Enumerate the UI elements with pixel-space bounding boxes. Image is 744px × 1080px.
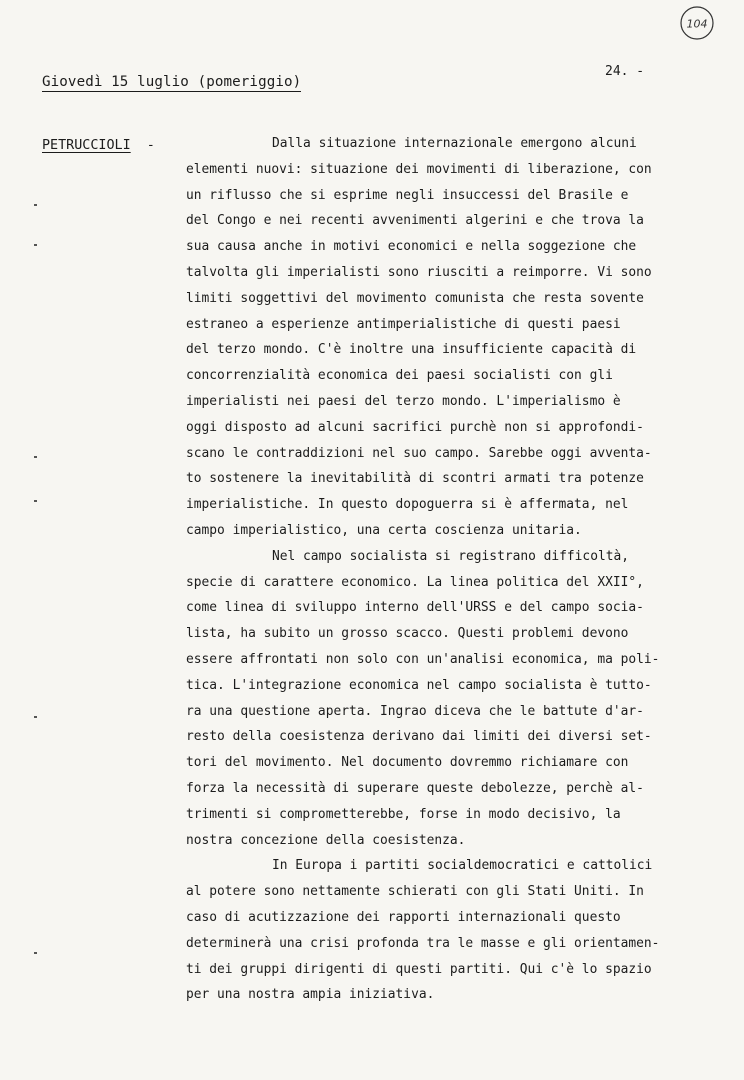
text-line: un riflusso che si esprime negli insuccessi del Brasile e [186, 187, 629, 203]
text-line: ti dei gruppi dirigenti di questi partiti. Qui c'è lo spazio [186, 961, 652, 977]
margin-speck [34, 716, 37, 718]
text-line: concorrenzialità economica dei paesi socialisti con gli [186, 368, 613, 384]
text-line: elementi nuovi: situazione dei movimenti di liberazione, con [186, 161, 652, 177]
text-line: caso di acutizzazione dei rapporti internazionali questo [186, 909, 621, 925]
page-number: 24. - [605, 64, 645, 79]
margin-speck [34, 204, 37, 206]
margin-speck [34, 952, 37, 954]
margin-speck [34, 456, 37, 458]
margin-speck [34, 244, 37, 246]
folio-stamp-circle [678, 4, 716, 42]
text-line: to sostenere la inevitabilità di scontri armati tra potenze [186, 471, 644, 487]
speaker-label [42, 138, 155, 153]
session-text: (pomeriggio) [197, 74, 302, 90]
text-line: del terzo mondo. C'è inoltre una insufficiente capacità di [186, 342, 637, 358]
text-line: trimenti si comprometterebbe, forse in modo decisivo, la [186, 806, 621, 822]
header-date [42, 74, 301, 92]
text-line: imperialistiche. In questo dopoguerra si è affermata, nel [186, 497, 629, 513]
text-line: Dalla situazione internazionale emergono alcuni [272, 136, 637, 151]
folio-stamp [678, 4, 716, 42]
text-line: Nel campo socialista si registrano difficoltà, [272, 548, 629, 564]
text-line: campo imperialistico, una certa coscienza unitaria. [186, 522, 582, 538]
text-line: essere affrontati non solo con un'analisi economica, ma poli- [186, 651, 660, 667]
margin-speck [34, 500, 37, 502]
text-line: limiti soggettivi del movimento comunista che resta sovente [186, 290, 644, 306]
text-line: nostra concezione della coesistenza. [186, 832, 466, 848]
text-line: talvolta gli imperialisti sono riusciti a reimporre. Vi sono [186, 264, 652, 280]
text-line: specie di carattere economico. La linea politica del XXII°, [186, 574, 644, 590]
text-line: del Congo e nei recenti avvenimenti algerini e che trova la [186, 213, 644, 229]
text-line: imperialisti nei paesi del terzo mondo. L'imperialismo è [186, 393, 621, 409]
date-text: Giovedì 15 luglio [42, 74, 189, 90]
text-line: In Europa i partiti socialdemocratici e cattolici [272, 858, 653, 874]
folio-stamp-number: 104 [686, 17, 708, 31]
text-line: forza la necessità di superare queste debolezze, perchè al- [186, 780, 644, 796]
speaker-dash: - [146, 138, 155, 153]
text-line: determinerà una crisi profonda tra le masse e gli orientamen- [186, 935, 660, 951]
text-line: oggi disposto ad alcuni sacrifici purchè non si approfondi- [186, 419, 644, 435]
speaker-name: PETRUCCIOLI [42, 138, 131, 153]
text-line: tori del movimento. Nel documento dovremmo richiamare con [186, 755, 629, 771]
text-line: lista, ha subito un grosso scacco. Questi problemi devono [186, 626, 629, 642]
text-line: ra una questione aperta. Ingrao diceva che le battute d'ar- [186, 703, 644, 719]
text-line: estraneo a esperienze antimperialistiche di questi paesi [186, 316, 621, 332]
body-text [186, 131, 734, 1008]
text-line: scano le contraddizioni nel suo campo. Sarebbe oggi avventa- [186, 445, 652, 461]
text-line: al potere sono nettamente schierati con gli Stati Uniti. In [186, 884, 644, 900]
text-line: sua causa anche in motivi economici e nella soggezione che [186, 239, 637, 255]
text-line: per una nostra ampia iniziativa. [186, 987, 435, 1003]
text-line: tica. L'integrazione economica nel campo socialista è tutto- [186, 677, 652, 693]
text-line: resto della coesistenza derivano dai limiti dei diversi set- [186, 729, 652, 745]
text-line: come linea di sviluppo interno dell'URSS e del campo socia- [186, 600, 644, 616]
